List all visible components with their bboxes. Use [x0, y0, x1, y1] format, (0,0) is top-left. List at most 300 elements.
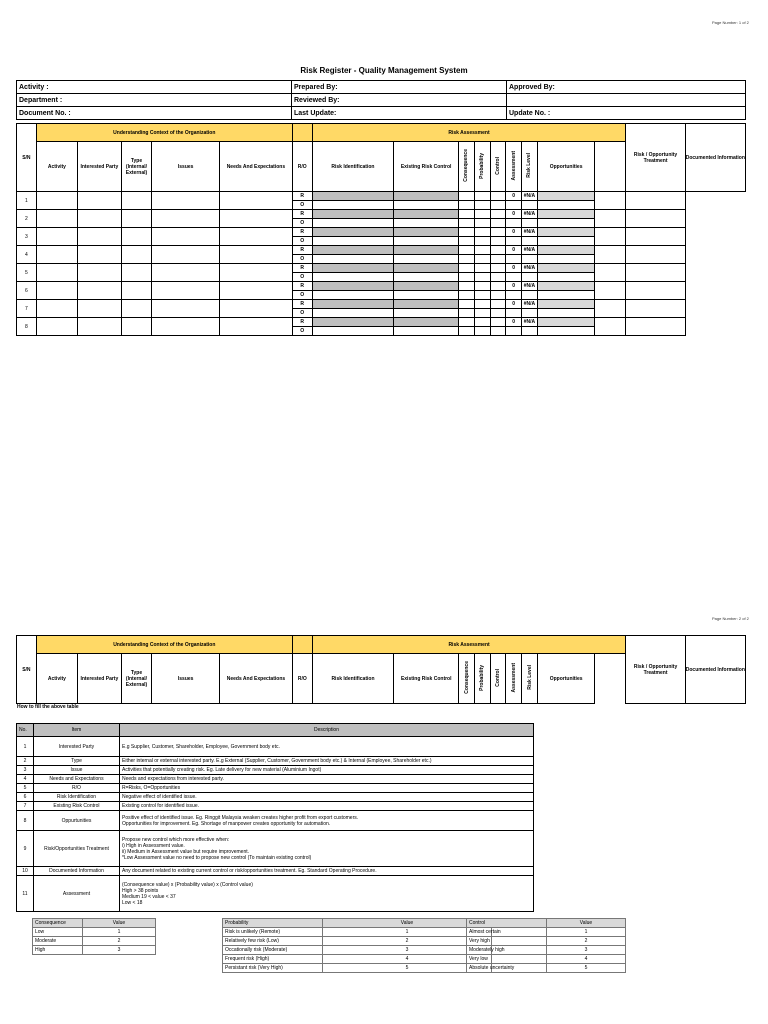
assessment-blank-cell[interactable] [490, 309, 506, 318]
opportunities-cell[interactable] [537, 246, 594, 255]
consequence-cell[interactable] [459, 282, 475, 291]
prepared-by-field[interactable]: Prepared By: [292, 81, 507, 94]
col-treatment: Risk / Opportunity Treatment [626, 636, 685, 704]
col-sn: S/N [17, 124, 37, 192]
page-number-2: Page Number: 2 of 2 [712, 616, 749, 621]
probability-cell[interactable] [474, 264, 490, 273]
probability-label: Risk is unlikely (Remote) [223, 928, 323, 937]
assessment-blank-cell[interactable] [506, 273, 522, 282]
update-no-field[interactable]: Update No. : [507, 107, 746, 120]
documented-cell[interactable] [626, 264, 685, 282]
howto-no: 2 [17, 757, 34, 766]
howto-desc [120, 802, 534, 811]
treatment-cell[interactable] [595, 192, 626, 210]
col-assessment-label: Assessment [510, 150, 517, 181]
assessment-blank-cell[interactable] [459, 237, 475, 246]
opportunities-cell[interactable] [537, 237, 594, 246]
treatment-cell[interactable] [595, 300, 626, 318]
blank-cell [507, 94, 746, 107]
assessment-blank-cell[interactable] [474, 201, 490, 210]
risk-identification-cell[interactable] [312, 237, 394, 246]
assessment-blank-cell[interactable] [474, 273, 490, 282]
table-row [17, 264, 746, 273]
howto-desc [120, 766, 534, 775]
assessment-blank-cell[interactable] [474, 291, 490, 300]
howto-desc [120, 867, 534, 876]
control-cell[interactable] [490, 300, 506, 309]
existing-control-cell[interactable] [394, 309, 459, 318]
assessment-blank-cell[interactable] [490, 273, 506, 282]
document-no-field[interactable]: Document No. : [17, 107, 292, 120]
assessment-blank-cell[interactable] [474, 237, 490, 246]
opportunities-cell[interactable] [537, 327, 594, 336]
howto-row [17, 867, 534, 876]
howto-desc-line: i) High in Assessment value. [122, 842, 185, 849]
opportunities-cell[interactable] [537, 300, 594, 309]
howto-no: 11 [17, 876, 34, 912]
assessment-blank-cell[interactable] [506, 201, 522, 210]
assessment-blank-cell[interactable] [459, 219, 475, 228]
probability-row [223, 946, 492, 955]
opportunities-cell[interactable] [537, 201, 594, 210]
probability-cell[interactable] [474, 246, 490, 255]
existing-control-cell[interactable] [394, 192, 459, 201]
howto-desc-line: (Consequence value) x (Probability value) x (Control value) [122, 881, 253, 888]
input-cell[interactable] [36, 264, 77, 282]
col-control-label: Control [495, 668, 502, 687]
ro-cell: O [292, 273, 312, 282]
howto-desc-line: High > 38 points [122, 887, 159, 894]
existing-control-cell[interactable] [394, 273, 459, 282]
risk-identification-cell[interactable] [312, 219, 394, 228]
probability-header: Probability [223, 919, 323, 928]
existing-control-cell[interactable] [394, 237, 459, 246]
opportunities-cell[interactable] [537, 228, 594, 237]
existing-control-cell[interactable] [394, 228, 459, 237]
assessment-cell: 0 [506, 300, 522, 309]
control-value: 2 [547, 937, 626, 946]
documented-cell[interactable] [626, 228, 685, 246]
assessment-blank-cell[interactable] [474, 309, 490, 318]
assessment-blank-cell[interactable] [522, 219, 538, 228]
input-cell[interactable] [219, 192, 292, 210]
ro-cell: R [292, 246, 312, 255]
col-risk-identification: Risk Identification [312, 142, 394, 192]
input-cell[interactable] [36, 318, 77, 336]
risk-identification-cell[interactable] [312, 327, 394, 336]
howto-row [17, 775, 534, 784]
control-label: Absolute uncertainty [467, 964, 547, 973]
control-cell[interactable] [490, 210, 506, 219]
probability-value: 2 [323, 937, 492, 946]
howto-no: 5 [17, 784, 34, 793]
howto-item: Type [34, 757, 120, 766]
ro-cell: R [292, 264, 312, 273]
last-update-field[interactable]: Last Update: [292, 107, 507, 120]
howto-desc [120, 737, 534, 757]
assessment-blank-cell[interactable] [522, 237, 538, 246]
input-cell[interactable] [219, 228, 292, 246]
risk-level-cell: #N/A [522, 228, 538, 237]
col-risk-level [522, 142, 538, 192]
existing-control-cell[interactable] [394, 327, 459, 336]
howto-item: R/O [34, 784, 120, 793]
col-issues: Issues [152, 654, 220, 704]
input-cell[interactable] [219, 318, 292, 336]
assessment-blank-cell[interactable] [490, 291, 506, 300]
probability-cell[interactable] [474, 318, 490, 327]
col-needs: Needs And Expectations [219, 142, 292, 192]
context-group-header: Understanding Context of the Organization [36, 636, 292, 654]
control-cell[interactable] [490, 192, 506, 201]
documented-cell[interactable] [626, 210, 685, 228]
opportunities-cell[interactable] [537, 282, 594, 291]
risk-identification-cell[interactable] [312, 291, 394, 300]
control-cell[interactable] [490, 318, 506, 327]
col-consequence [459, 142, 475, 192]
assessment-blank-cell[interactable] [459, 309, 475, 318]
howto-desc-line: Existing control for identified issue. [122, 803, 199, 809]
assessment-blank-cell[interactable] [490, 327, 506, 336]
input-cell[interactable] [121, 300, 152, 318]
howto-no: 10 [17, 867, 34, 876]
assessment-blank-cell[interactable] [474, 327, 490, 336]
opportunities-cell[interactable] [537, 192, 594, 201]
risk-level-cell: #N/A [522, 282, 538, 291]
control-cell[interactable] [490, 264, 506, 273]
howto-desc-line: Positive effect of identified issue. Eg. Ringgit Malaysia weaken creates higher profit from export customers. [122, 814, 359, 821]
howto-row [17, 802, 534, 811]
reviewed-by-field[interactable]: Reviewed By: [292, 94, 507, 107]
opportunities-cell[interactable] [537, 219, 594, 228]
howto-desc-line: *Low Assessment value no need to propose new control (To maintain existing control) [122, 854, 312, 861]
table-row [17, 210, 746, 219]
table-row [17, 318, 746, 327]
howto-desc-line: Needs and expectations from interested party. [122, 776, 224, 782]
assessment-blank-cell[interactable] [506, 291, 522, 300]
probability-row [223, 937, 492, 946]
context-group-header: Understanding Context of the Organization [36, 124, 292, 142]
risk-identification-cell[interactable] [312, 318, 394, 327]
consequence-row [33, 946, 156, 955]
col-risk-level-label: Risk Level [526, 153, 533, 178]
opportunities-cell[interactable] [537, 273, 594, 282]
howto-item: Documented Information [34, 867, 120, 876]
assessment-blank-cell[interactable] [474, 219, 490, 228]
col-consequence [459, 654, 475, 704]
howto-no: 8 [17, 811, 34, 831]
assessment-blank-cell[interactable] [490, 201, 506, 210]
control-label: Very low [467, 955, 547, 964]
risk-level-cell: #N/A [522, 264, 538, 273]
existing-control-cell[interactable] [394, 300, 459, 309]
assessment-blank-cell[interactable] [506, 219, 522, 228]
howto-row [17, 784, 534, 793]
consequence-cell[interactable] [459, 264, 475, 273]
howto-row [17, 737, 534, 757]
probability-value: 3 [323, 946, 492, 955]
assessment-blank-cell[interactable] [522, 273, 538, 282]
howto-no: 6 [17, 793, 34, 802]
consequence-cell[interactable] [459, 210, 475, 219]
col-ro: R/O [292, 654, 312, 704]
col-consequence-label: Consequence [463, 661, 470, 694]
input-cell[interactable] [121, 318, 152, 336]
risk-identification-cell[interactable] [312, 300, 394, 309]
ro-cell: R [292, 210, 312, 219]
input-cell[interactable] [36, 246, 77, 264]
input-cell[interactable] [219, 282, 292, 300]
probability-value: 5 [323, 964, 492, 973]
input-cell[interactable] [78, 264, 121, 282]
consequence-cell[interactable] [459, 246, 475, 255]
howto-col-desc: Description [120, 724, 534, 737]
assessment-blank-cell[interactable] [522, 327, 538, 336]
control-cell[interactable] [490, 246, 506, 255]
input-cell[interactable] [121, 228, 152, 246]
consequence-cell[interactable] [459, 228, 475, 237]
documented-cell[interactable] [626, 300, 685, 318]
input-cell[interactable] [121, 264, 152, 282]
activity-field[interactable]: Activity : [17, 81, 292, 94]
howto-desc-line: R=Risks, O=Opportunities [122, 785, 181, 791]
input-cell[interactable] [36, 300, 77, 318]
probability-cell[interactable] [474, 210, 490, 219]
probability-cell[interactable] [474, 300, 490, 309]
opportunities-cell[interactable] [537, 291, 594, 300]
assessment-blank-cell[interactable] [459, 201, 475, 210]
assessment-blank-cell[interactable] [522, 291, 538, 300]
existing-control-cell[interactable] [394, 201, 459, 210]
input-cell[interactable] [152, 228, 220, 246]
risk-identification-cell[interactable] [312, 273, 394, 282]
documented-cell[interactable] [626, 318, 685, 336]
consequence-value: 1 [83, 928, 156, 937]
opportunities-cell[interactable] [537, 210, 594, 219]
table-row [17, 246, 746, 255]
input-cell[interactable] [121, 246, 152, 264]
input-cell[interactable] [78, 228, 121, 246]
assessment-blank-cell[interactable] [506, 309, 522, 318]
input-cell[interactable] [78, 192, 121, 210]
probability-label: Occationally risk (Moderate) [223, 946, 323, 955]
input-cell[interactable] [78, 318, 121, 336]
risk-level-cell: #N/A [522, 192, 538, 201]
probability-cell[interactable] [474, 228, 490, 237]
existing-control-cell[interactable] [394, 255, 459, 264]
assessment-blank-cell[interactable] [522, 255, 538, 264]
document-header-table [16, 80, 746, 120]
opportunities-cell[interactable] [537, 255, 594, 264]
treatment-cell[interactable] [595, 246, 626, 264]
howto-item: Interested Party [34, 737, 120, 757]
input-cell[interactable] [152, 300, 220, 318]
input-cell[interactable] [36, 282, 77, 300]
consequence-table [32, 918, 156, 955]
howto-desc-line: Propose new control which more effective when: [122, 836, 230, 843]
control-cell[interactable] [490, 282, 506, 291]
assessment-blank-cell[interactable] [506, 255, 522, 264]
assessment-blank-cell[interactable] [490, 219, 506, 228]
control-value: 3 [547, 946, 626, 955]
input-cell[interactable] [78, 282, 121, 300]
assessment-blank-cell[interactable] [459, 273, 475, 282]
existing-control-cell[interactable] [394, 210, 459, 219]
assessment-blank-cell[interactable] [474, 255, 490, 264]
risk-identification-cell[interactable] [312, 309, 394, 318]
department-field[interactable]: Department : [17, 94, 292, 107]
ro-cell: O [292, 255, 312, 264]
howto-no: 3 [17, 766, 34, 775]
howto-desc-line: Medium 19 < value < 37 [122, 893, 176, 900]
documented-cell[interactable] [626, 282, 685, 300]
input-cell[interactable] [219, 246, 292, 264]
input-cell[interactable] [121, 210, 152, 228]
assessment-cell: 0 [506, 228, 522, 237]
probability-cell[interactable] [474, 282, 490, 291]
col-interested-party: Interested Party [78, 142, 121, 192]
assessment-blank-cell[interactable] [490, 255, 506, 264]
assessment-group-header: Risk Assessment [312, 636, 626, 654]
input-cell[interactable] [36, 210, 77, 228]
col-interested-party: Interested Party [78, 654, 122, 704]
risk-identification-cell[interactable] [312, 255, 394, 264]
existing-control-cell[interactable] [394, 219, 459, 228]
col-risk-identification: Risk Identification [312, 654, 394, 704]
consequence-cell[interactable] [459, 192, 475, 201]
input-cell[interactable] [78, 246, 121, 264]
sn-cell: 4 [17, 246, 37, 264]
existing-control-cell[interactable] [394, 282, 459, 291]
treatment-cell[interactable] [595, 282, 626, 300]
input-cell[interactable] [78, 300, 121, 318]
howto-item: Needs and Expectations [34, 775, 120, 784]
consequence-label: Moderate [33, 937, 83, 946]
input-cell[interactable] [219, 300, 292, 318]
input-cell[interactable] [152, 210, 220, 228]
howto-heading: How to fill the above table [17, 704, 79, 710]
input-cell[interactable] [152, 318, 220, 336]
sn-cell: 5 [17, 264, 37, 282]
col-control [490, 654, 506, 704]
treatment-cell[interactable] [595, 210, 626, 228]
assessment-blank-cell[interactable] [522, 201, 538, 210]
existing-control-cell[interactable] [394, 246, 459, 255]
control-value: 5 [547, 964, 626, 973]
col-probability [474, 142, 490, 192]
howto-desc [120, 831, 534, 867]
consequence-row [33, 928, 156, 937]
input-cell[interactable] [36, 228, 77, 246]
assessment-blank-cell[interactable] [490, 237, 506, 246]
input-cell[interactable] [121, 192, 152, 210]
existing-control-cell[interactable] [394, 318, 459, 327]
risk-identification-cell[interactable] [312, 282, 394, 291]
col-activity: Activity [36, 142, 77, 192]
howto-row [17, 793, 534, 802]
ro-cell: R [292, 318, 312, 327]
assessment-blank-cell[interactable] [459, 291, 475, 300]
howto-desc-line: Any document related to existing current control or risk/opportunities treatment. Eg. Standard Operating Procedure. [122, 868, 377, 874]
input-cell[interactable] [78, 210, 121, 228]
input-cell[interactable] [152, 192, 220, 210]
col-opportunities: Opportunities [537, 142, 594, 192]
probability-row [223, 964, 492, 973]
howto-desc-line: E.g Supplier, Customer, Shareholder, Employee, Government body etc. [122, 743, 280, 750]
col-needs: Needs And Expectations [220, 654, 293, 704]
ro-cell: R [292, 192, 312, 201]
input-cell[interactable] [152, 282, 220, 300]
assessment-blank-cell[interactable] [459, 255, 475, 264]
assessment-blank-cell[interactable] [506, 327, 522, 336]
consequence-cell[interactable] [459, 318, 475, 327]
input-cell[interactable] [121, 282, 152, 300]
documented-cell[interactable] [626, 192, 685, 210]
input-cell[interactable] [152, 264, 220, 282]
col-type: Type (Internal/ External) [121, 142, 152, 192]
assessment-blank-cell[interactable] [506, 237, 522, 246]
probability-value: 1 [323, 928, 492, 937]
input-cell[interactable] [219, 264, 292, 282]
input-cell[interactable] [152, 246, 220, 264]
treatment-cell[interactable] [595, 264, 626, 282]
risk-identification-cell[interactable] [312, 246, 394, 255]
treatment-cell[interactable] [595, 228, 626, 246]
howto-item: Risk/Opportunities Treatment [34, 831, 120, 867]
control-row [467, 946, 626, 955]
documented-cell[interactable] [626, 246, 685, 264]
howto-desc-line: Negative effect of identified issue. [122, 794, 197, 800]
risk-level-cell: #N/A [522, 210, 538, 219]
control-cell[interactable] [490, 228, 506, 237]
approved-by-field[interactable]: Approved By: [507, 81, 746, 94]
sn-cell: 7 [17, 300, 37, 318]
probability-cell[interactable] [474, 192, 490, 201]
col-documented: Documented Information [685, 124, 745, 192]
assessment-blank-cell[interactable] [522, 309, 538, 318]
probability-label: Persistant risk (Very High) [223, 964, 323, 973]
risk-identification-cell[interactable] [312, 228, 394, 237]
assessment-blank-cell[interactable] [459, 327, 475, 336]
probability-value-header: Value [323, 919, 492, 928]
col-consequence-label: Consequence [463, 149, 470, 182]
probability-label: Relatively few risk (Low) [223, 937, 323, 946]
assessment-cell: 0 [506, 246, 522, 255]
opportunities-cell[interactable] [537, 318, 594, 327]
ro-cell: O [292, 309, 312, 318]
risk-identification-cell[interactable] [312, 264, 394, 273]
howto-row [17, 876, 534, 912]
col-opportunities: Opportunities [537, 654, 594, 704]
risk-identification-cell[interactable] [312, 210, 394, 219]
risk-identification-cell[interactable] [312, 201, 394, 210]
treatment-cell[interactable] [595, 318, 626, 336]
howto-desc [120, 793, 534, 802]
input-cell[interactable] [36, 192, 77, 210]
probability-value: 4 [323, 955, 492, 964]
opportunities-cell[interactable] [537, 309, 594, 318]
existing-control-cell[interactable] [394, 264, 459, 273]
howto-no: 1 [17, 737, 34, 757]
risk-identification-cell[interactable] [312, 192, 394, 201]
consequence-cell[interactable] [459, 300, 475, 309]
risk-level-cell: #N/A [522, 246, 538, 255]
opportunities-cell[interactable] [537, 264, 594, 273]
existing-control-cell[interactable] [394, 291, 459, 300]
input-cell[interactable] [219, 210, 292, 228]
col-assessment [506, 654, 522, 704]
col-documented: Documented Information [685, 636, 745, 704]
